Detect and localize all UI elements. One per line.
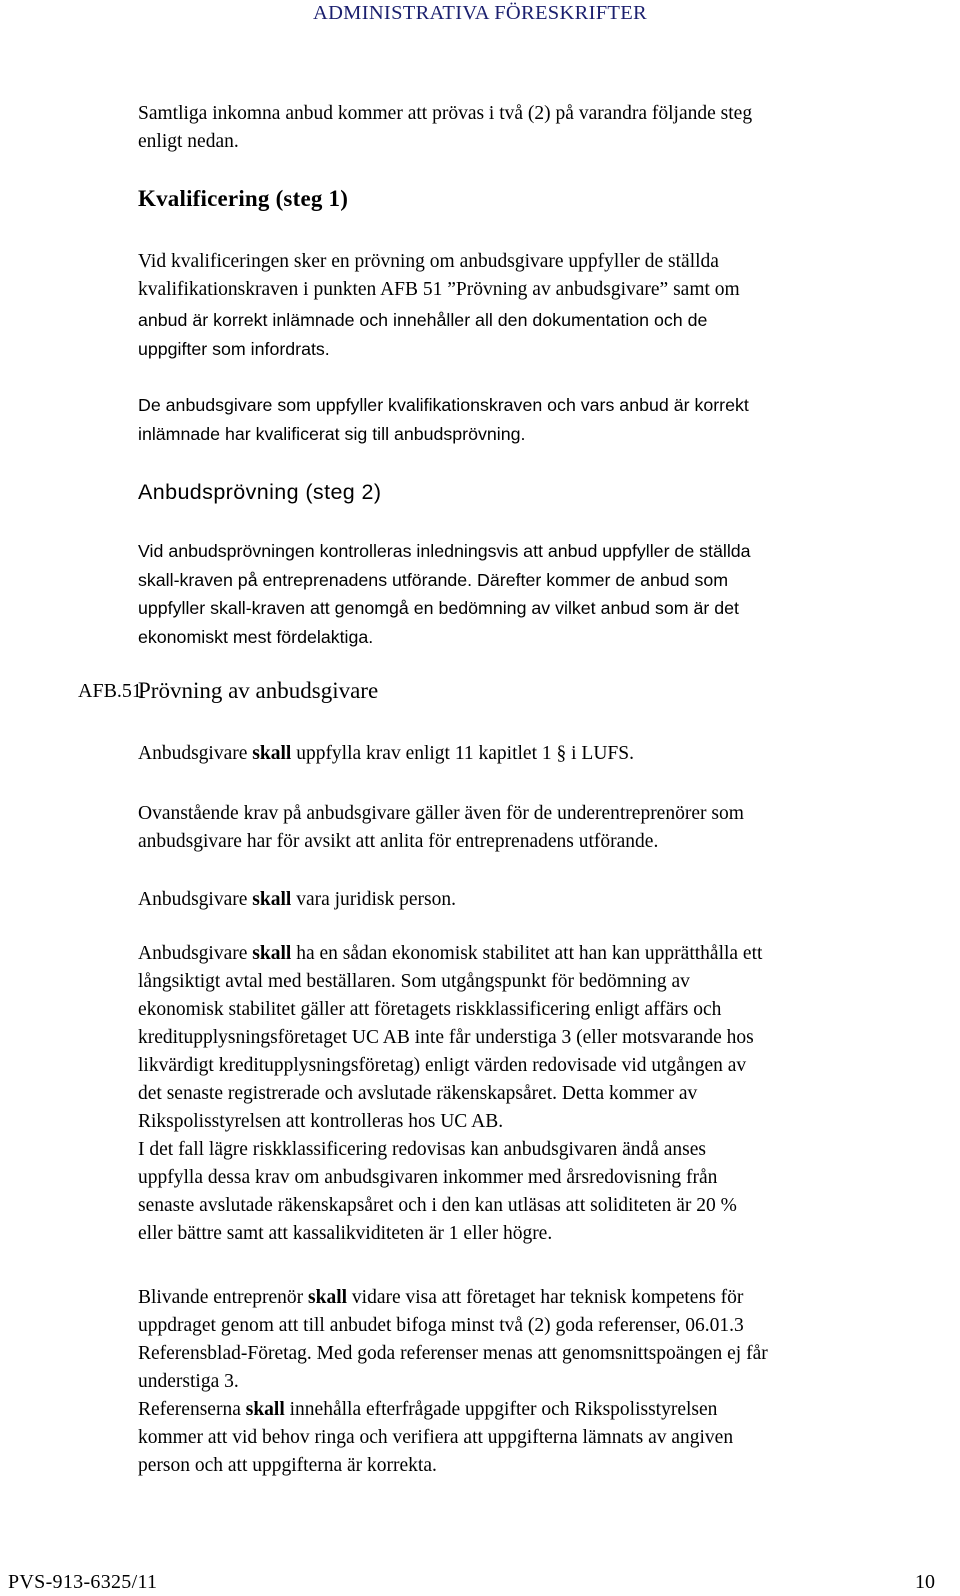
req3-first-line bbox=[138, 940, 938, 968]
document-id: PVS-913-6325/11 bbox=[8, 1571, 158, 1593]
req-text: Anbudsgivare bbox=[138, 889, 253, 910]
step1-line: inlämnade har kvalificerat sig till anbudsprövning. bbox=[138, 423, 526, 444]
req4-line: Referensblad-Företag. Med goda referenser menas att genomsnittspoängen ej får bbox=[138, 1343, 768, 1364]
requirement-3 bbox=[138, 940, 938, 1248]
req3-line: kreditupplysningsföretaget UC AB inte får understiga 3 (eller motsvarande hos bbox=[138, 1027, 754, 1048]
sub-line: Ovanstående krav på anbudsgivare gäller även för de underentreprenörer som bbox=[138, 803, 744, 824]
req-keyword: skall bbox=[252, 943, 292, 964]
step2-line: uppfyller skall-kraven att genomgå en bedömning av vilket anbud som är det bbox=[138, 598, 739, 618]
intro-line: enligt nedan. bbox=[138, 131, 239, 152]
req3-line: eller bättre samt att kassalikviditeten är 1 eller högre. bbox=[138, 1223, 553, 1244]
req4-line: kommer att vid behov ringa och verifiera att uppgifterna lämnats av angiven bbox=[138, 1427, 734, 1448]
step1-line: kvalifikationskraven i punkten AFB 51 ”Prövning av anbudsgivare” samt om bbox=[138, 279, 740, 300]
req-keyword: skall bbox=[308, 1287, 348, 1308]
afb-heading: Prövning av anbudsgivare bbox=[138, 678, 379, 703]
req-text: Anbudsgivare bbox=[138, 743, 253, 764]
req4-ref-line bbox=[138, 1396, 938, 1424]
req-keyword: skall bbox=[252, 743, 292, 764]
subcontractors-paragraph bbox=[138, 800, 938, 856]
req3-line: ekonomisk stabilitet gäller att företagets riskklassificering enligt affärs och bbox=[138, 999, 722, 1020]
requirement-2 bbox=[138, 886, 938, 914]
step2-line: skall-kraven på entreprenadens utförande. Därefter kommer de anbud som bbox=[138, 569, 729, 590]
req3-line: det senaste registrerade och avslutade räkenskapsåret. Detta kommer av bbox=[138, 1083, 698, 1104]
page-header: ADMINISTRATIVA FÖRESKRIFTER bbox=[312, 2, 648, 24]
intro-line: Samtliga inkomna anbud kommer att prövas i två (2) på varandra följande steg bbox=[138, 103, 753, 124]
req3-line: senaste avslutade räkenskapsåret och i den kan utläsas att soliditeten är 20 % bbox=[138, 1195, 737, 1216]
req3-line: långsiktigt avtal med beställaren. Som utgångspunkt för bedömning av bbox=[138, 971, 690, 992]
req-text: Referenserna bbox=[138, 1399, 246, 1420]
requirement-1 bbox=[138, 740, 938, 768]
req-text: innehålla efterfrågade uppgifter och Rikspolisstyrelsen bbox=[284, 1399, 718, 1420]
sub-line: anbudsgivare har för avsikt att anlita för entreprenadens utförande. bbox=[138, 831, 659, 852]
req-keyword: skall bbox=[245, 1399, 285, 1420]
req4-first-line bbox=[138, 1284, 938, 1312]
req3-line: Rikspolisstyrelsen att kontrolleras hos UC AB. bbox=[138, 1111, 504, 1132]
req-text: ha en sådan ekonomisk stabilitet att han kan upprätthålla ett bbox=[291, 943, 763, 964]
req-text: Anbudsgivare bbox=[138, 943, 253, 964]
req3-line: uppfylla dessa krav om anbudsgivaren inkommer med årsredovisning från bbox=[138, 1167, 718, 1188]
req4-line: person och att uppgifterna är korrekta. bbox=[138, 1455, 437, 1476]
req-text: uppfylla krav enligt 11 kapitlet 1 § i LUFS. bbox=[291, 743, 634, 764]
step2-line: ekonomiskt mest fördelaktiga. bbox=[138, 626, 374, 647]
step1-heading: Kvalificering (steg 1) bbox=[138, 186, 349, 211]
step1-paragraph-1 bbox=[138, 248, 938, 304]
step1-line: De anbudsgivare som uppfyller kvalifikationskraven och vars anbud är korrekt bbox=[138, 395, 749, 415]
requirement-4 bbox=[138, 1284, 938, 1480]
step1-paragraph-2 bbox=[138, 391, 938, 448]
req-text: vara juridisk person. bbox=[291, 889, 456, 910]
step2-paragraph bbox=[138, 537, 938, 651]
step1-line: uppgifter som infordrats. bbox=[138, 338, 330, 359]
req4-line: understiga 3. bbox=[138, 1371, 239, 1392]
req-text: vidare visa att företaget har teknisk kompetens för bbox=[347, 1287, 744, 1308]
step2-line: Vid anbudsprövningen kontrolleras inledningsvis att anbud uppfyller de ställda bbox=[138, 541, 751, 561]
req-text: Blivande entreprenör bbox=[138, 1287, 309, 1308]
step1-paragraph-1-cont bbox=[138, 306, 938, 363]
step2-heading: Anbudsprövning (steg 2) bbox=[138, 480, 382, 504]
page-number: 10 bbox=[915, 1571, 935, 1593]
req-keyword: skall bbox=[252, 889, 292, 910]
req3-line: I det fall lägre riskklassificering redovisas kan anbudsgivaren ändå anses bbox=[138, 1139, 707, 1160]
intro-paragraph bbox=[138, 100, 938, 156]
afb-code: AFB.51 bbox=[78, 680, 142, 702]
req3-line: likvärdigt kreditupplysningsföretag) enligt värden redovisade vid utgången av bbox=[138, 1055, 747, 1076]
req4-line: uppdraget genom att till anbudet bifoga minst två (2) goda referenser, 06.01.3 bbox=[138, 1315, 744, 1336]
step1-line: anbud är korrekt inlämnade och innehåller all den dokumentation och de bbox=[138, 310, 708, 330]
step1-line: Vid kvalificeringen sker en prövning om anbudsgivare uppfyller de ställda bbox=[138, 251, 719, 272]
